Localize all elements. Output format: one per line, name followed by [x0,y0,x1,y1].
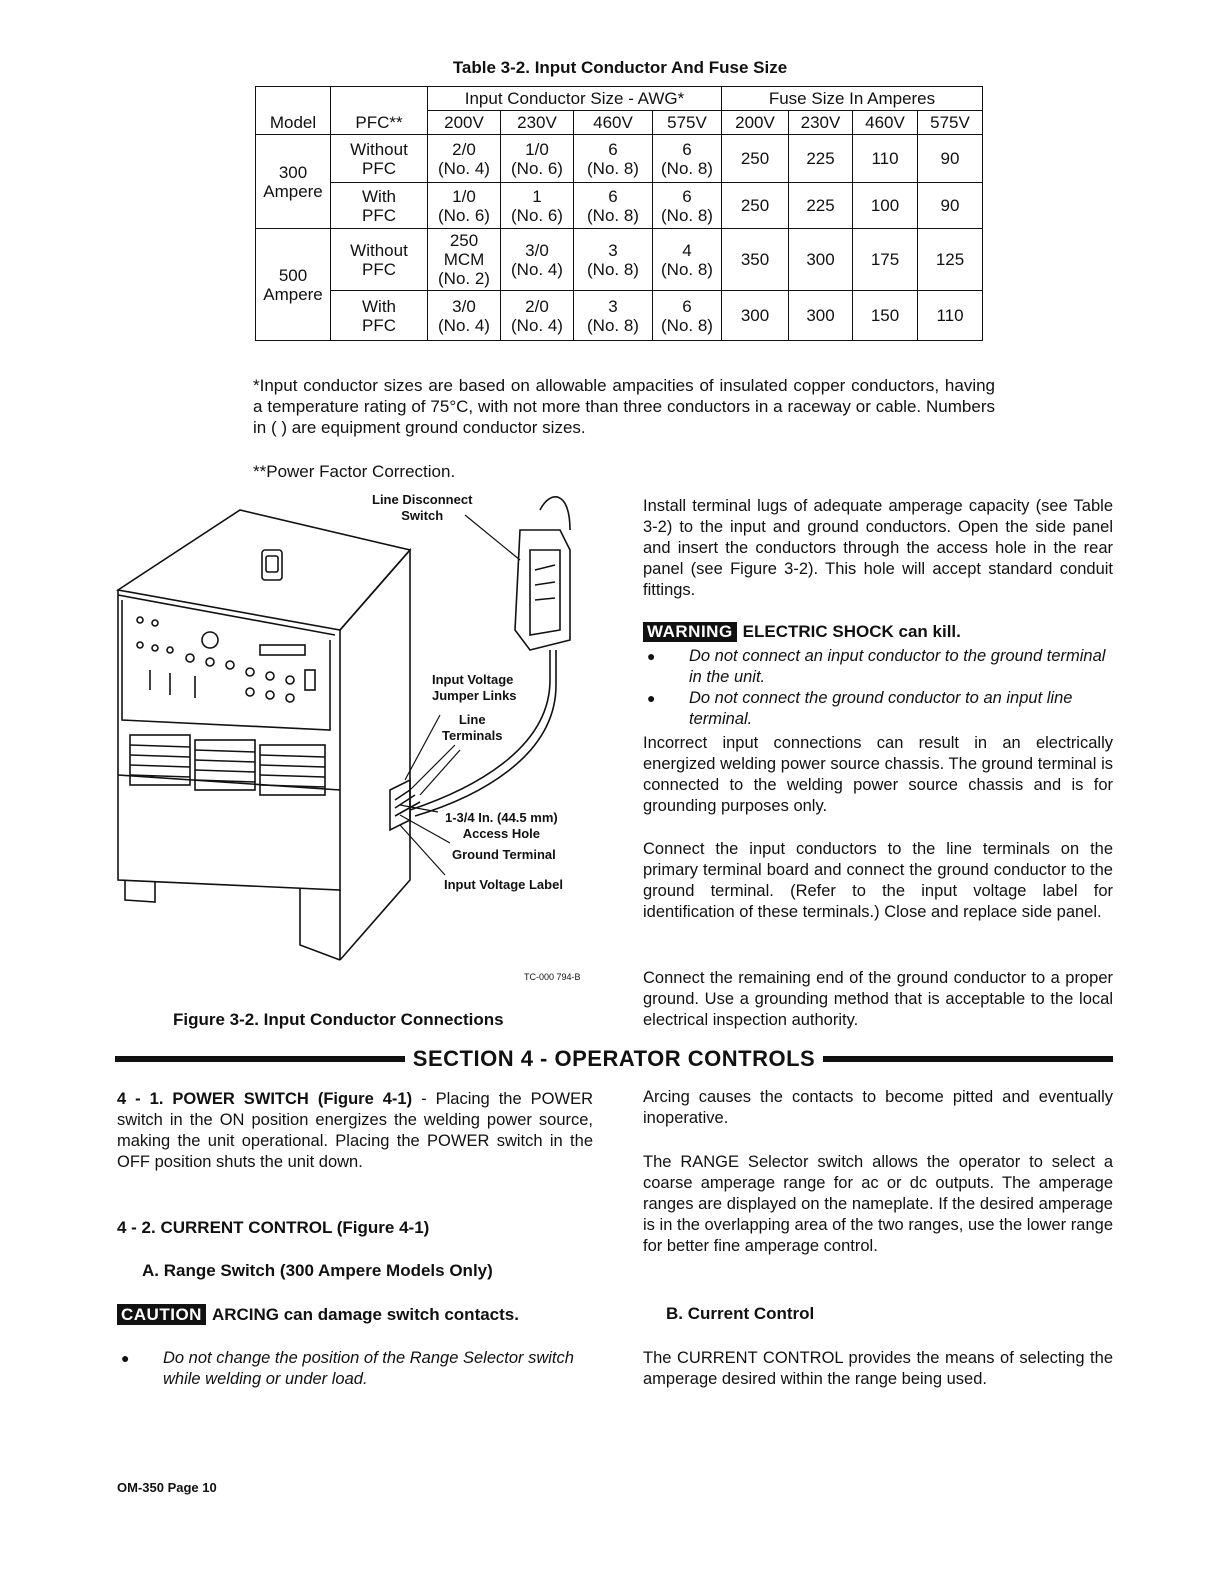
fuse-cell: 300 [722,291,789,341]
ground-paragraph: Connect the remaining end of the ground conductor to a proper ground. Use a grounding method that is acceptable to the local electrical inspection authority. [643,969,1113,1029]
power-switch-text: - Placing the POWER switch in the ON position energizes the welding power source, making the unit operational. Placing the POWER switch in the OFF position shuts the unit down. [117,1090,593,1171]
model-cell: 300 Ampere [256,135,331,229]
current-control-paragraph: The CURRENT CONTROL provides the means of selecting the amperage desired within the range being used. [643,1349,1113,1388]
page-footer: OM-350 Page 10 [117,1480,217,1495]
caution-heading [117,1304,593,1325]
warning-heading [643,622,1113,642]
range-selector-paragraph: The RANGE Selector switch allows the operator to select a coarse amperage range for ac or dc outputs. The amperage ranges are displayed on the nameplate. If the desired amperage is in the overlapping area of the two ranges, use the lower range for better fine amperage control. [643,1153,1113,1255]
pfc-cell: Without PFC [331,229,428,291]
awg-cell: 3 (No. 8) [574,229,653,291]
table-row [256,291,983,341]
fuse-cell: 300 [789,291,853,341]
table-row [256,229,983,291]
header-cell: 230V [501,111,574,135]
label-line-disconnect: Line Disconnect Switch [372,492,473,523]
fuse-cell: 225 [789,183,853,229]
conductor-fuse-table [255,86,983,341]
header-cell: 200V [722,111,789,135]
fuse-cell: 150 [853,291,918,341]
figure-caption: Figure 3-2. Input Conductor Connections [173,1010,504,1029]
caution-badge: CAUTION [117,1304,206,1325]
label-jumper-links: Input Voltage Jumper Links [432,672,517,703]
fuse-cell: 175 [853,229,918,291]
awg-cell: 6 (No. 8) [653,183,722,229]
label-ground-terminal: Ground Terminal [452,847,556,862]
header-fuse: Fuse Size In Amperes [722,87,983,111]
awg-cell: 1/0 (No. 6) [501,135,574,183]
section-header [115,1046,1113,1072]
fuse-cell: 90 [918,183,983,229]
header-cell: Model [256,111,331,135]
power-switch-heading: 4 - 1. POWER SWITCH (Figure 4-1) [117,1090,413,1108]
table-footnote: *Input conductor sizes are based on allowable ampacities of insulated copper conductors, having a temperature rating of 75°C, with not more than three conductors in a raceway or cable. Numbers in ( ) are equipment ground conductor sizes. [253,376,995,437]
fuse-cell: 350 [722,229,789,291]
range-switch-heading: A. Range Switch (300 Ampere Models Only) [142,1261,493,1280]
current-control-heading: 4 - 2. CURRENT CONTROL (Figure 4-1) [117,1218,430,1237]
awg-cell: 250 MCM (No. 2) [428,229,501,291]
section-title: SECTION 4 - OPERATOR CONTROLS [405,1046,823,1071]
awg-cell: 3 (No. 8) [574,291,653,341]
header-cell: 230V [789,111,853,135]
header-cell: 460V [853,111,918,135]
fuse-cell: 110 [918,291,983,341]
warning-list [643,646,1113,730]
awg-cell: 4 (No. 8) [653,229,722,291]
awg-cell: 2/0 (No. 4) [428,135,501,183]
model-cell: 500 Ampere [256,229,331,341]
list-item: ● Do not connect the ground conductor to an input line terminal. [643,688,1113,730]
power-switch-paragraph [117,1089,593,1173]
awg-cell: 3/0 (No. 4) [428,291,501,341]
incorrect-paragraph: Incorrect input connections can result in an electrically energized welding power source chassis. The ground terminal is connected to the welding power source chassis and is for grounding purposes only. [643,734,1113,815]
fuse-cell: 90 [918,135,983,183]
header-cell: 200V [428,111,501,135]
warning-title: ELECTRIC SHOCK can kill. [742,622,961,641]
current-control-subheading: B. Current Control [666,1304,815,1323]
awg-cell: 1 (No. 6) [501,183,574,229]
list-item: ● Do not connect an input conductor to the ground terminal in the unit. [643,646,1113,688]
fuse-cell: 250 [722,183,789,229]
fuse-cell: 300 [789,229,853,291]
pfc-footnote: **Power Factor Correction. [253,462,456,481]
fuse-cell: 110 [853,135,918,183]
awg-cell: 6 (No. 8) [653,291,722,341]
header-cell: 460V [574,111,653,135]
caution-list [117,1348,593,1390]
awg-cell: 6 (No. 8) [653,135,722,183]
awg-cell: 6 (No. 8) [574,183,653,229]
awg-cell: 3/0 (No. 4) [501,229,574,291]
awg-cell: 2/0 (No. 4) [501,291,574,341]
warning-badge: WARNING [643,622,737,642]
table-title: Table 3-2. Input Conductor And Fuse Size [452,58,788,77]
connect-paragraph: Connect the input conductors to the line terminals on the primary terminal board and connect the ground conductor to the ground terminal. (Refer to the input voltage label for identification of these terminals.) Close and replace side panel. [643,840,1113,921]
pfc-cell: With PFC [331,291,428,341]
fuse-cell: 225 [789,135,853,183]
table-row [256,183,983,229]
list-item: ● Do not change the position of the Range Selector switch while welding or under load. [117,1348,593,1390]
fuse-cell: 125 [918,229,983,291]
label-access-hole: 1-3/4 In. (44.5 mm) Access Hole [445,810,558,841]
pfc-cell: Without PFC [331,135,428,183]
install-paragraph: Install terminal lugs of adequate amperage capacity (see Table 3-2) to the input and ground conductors. Open the side panel and insert the conductors through the access hole in the rear panel (see Figure 3-2). This hole will accept standard conduit fittings. [643,497,1113,599]
caution-title: ARCING can damage switch contacts. [211,1305,519,1324]
arcing-paragraph: Arcing causes the contacts to become pitted and eventually inoperative. [643,1088,1113,1127]
header-cell: PFC** [331,111,428,135]
pfc-cell: With PFC [331,183,428,229]
figure-code: TC-000 794-B [524,972,581,982]
awg-cell: 6 (No. 8) [574,135,653,183]
label-voltage-label: Input Voltage Label [444,877,563,892]
header-cell: 575V [918,111,983,135]
header-cell: 575V [653,111,722,135]
welder-illustration [110,490,610,970]
fuse-cell: 100 [853,183,918,229]
fuse-cell: 250 [722,135,789,183]
awg-cell: 1/0 (No. 6) [428,183,501,229]
label-line-terminals: Line Terminals [442,712,503,743]
table-row [256,135,983,183]
header-conductor: Input Conductor Size - AWG* [428,87,722,111]
